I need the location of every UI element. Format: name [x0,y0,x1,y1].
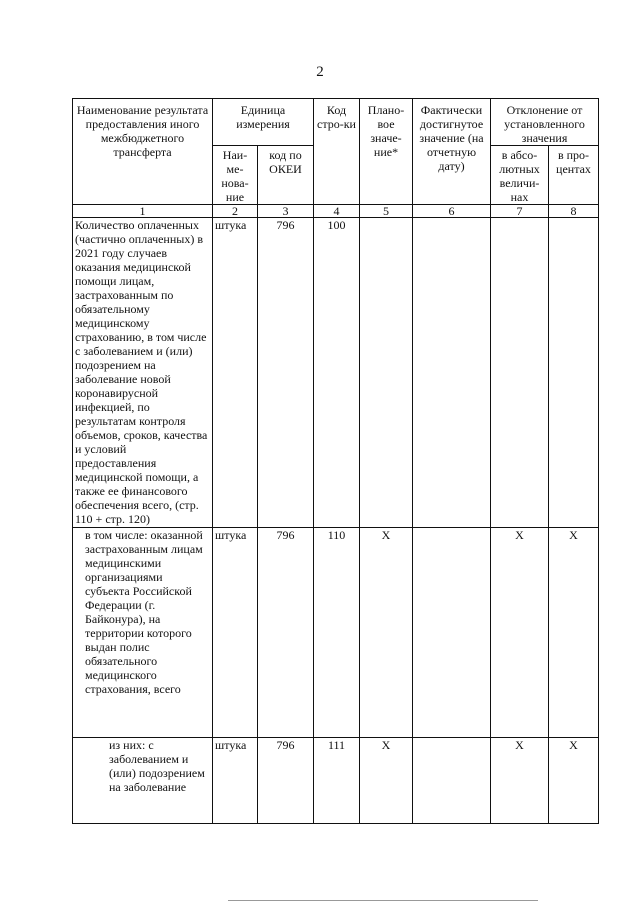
column-number-7: 7 [491,205,549,218]
header-unit-code: код по ОКЕИ [258,146,314,205]
row-100-unit: штука [213,218,258,528]
row-100-code: 100 [314,218,360,528]
header-unit-name: Наи-ме-нова-ние [213,146,258,205]
row-111-deviation-absolute: X [491,738,549,824]
header-unit-group: Единица измерения [213,99,314,146]
column-number-8: 8 [549,205,599,218]
row-110-planned: X [360,528,413,738]
row-111-deviation-percent: X [549,738,599,824]
page-number: 2 [316,64,324,80]
header-actual-value: Фактически достигнутое значение (на отчетную дату) [413,99,491,205]
header-row-code: Код стро-ки [314,99,360,205]
header-deviation-percent: в про-центах [549,146,599,205]
column-number-4: 4 [314,205,360,218]
page-bottom-rule [228,900,538,901]
column-number-6: 6 [413,205,491,218]
column-number-3: 3 [258,205,314,218]
row-110-okei: 796 [258,528,314,738]
row-100-deviation-percent [549,218,599,528]
row-111-actual [413,738,491,824]
row-111-code: 111 [314,738,360,824]
header-deviation-group: Отклонение от установленного значения [491,99,599,146]
row-111-unit: штука [213,738,258,824]
table-row [73,218,599,528]
header-result-name: Наименование результата предоставления иного межбюджетного трансферта [73,99,213,205]
row-110-code: 110 [314,528,360,738]
row-100-okei: 796 [258,218,314,528]
row-110-deviation-absolute: X [491,528,549,738]
row-100-actual [413,218,491,528]
results-table [72,98,599,824]
row-100-name: Количество оплаченных (частично оплаченных) в 2021 году случаев оказания медицинской помощи лицам, застрахованным по обязательному медицинскому страхованию, в том числе с заболеванием и (или) подозрением на заболевание новой коронавирусной инфекцией, по результатам контроля объемов, сроков, качества и условий предоставления медицинской помощи, а также ее финансового обеспечения всего, (стр. 110 + стр. 120) [73,218,213,528]
row-111-planned: X [360,738,413,824]
row-110-name: в том числе: оказанной застрахованным лицам медицинскими организациями субъекта Российской Федерации (г. Байконура), на территории которого выдан полис обязательного медицинского страхования, всего [73,528,213,738]
row-100-planned [360,218,413,528]
row-100-deviation-absolute [491,218,549,528]
header-deviation-absolute: в абсо-лютных величи-нах [491,146,549,205]
table-row [73,738,599,824]
row-110-unit: штука [213,528,258,738]
table-row [73,528,599,738]
column-number-2: 2 [213,205,258,218]
column-number-5: 5 [360,205,413,218]
row-111-okei: 796 [258,738,314,824]
column-number-1: 1 [73,205,213,218]
row-110-actual [413,528,491,738]
row-111-name: из них: с заболеванием и (или) подозрением на заболевание [73,738,213,824]
row-110-deviation-percent: X [549,528,599,738]
header-planned-value: Плано-вое значе-ние* [360,99,413,205]
